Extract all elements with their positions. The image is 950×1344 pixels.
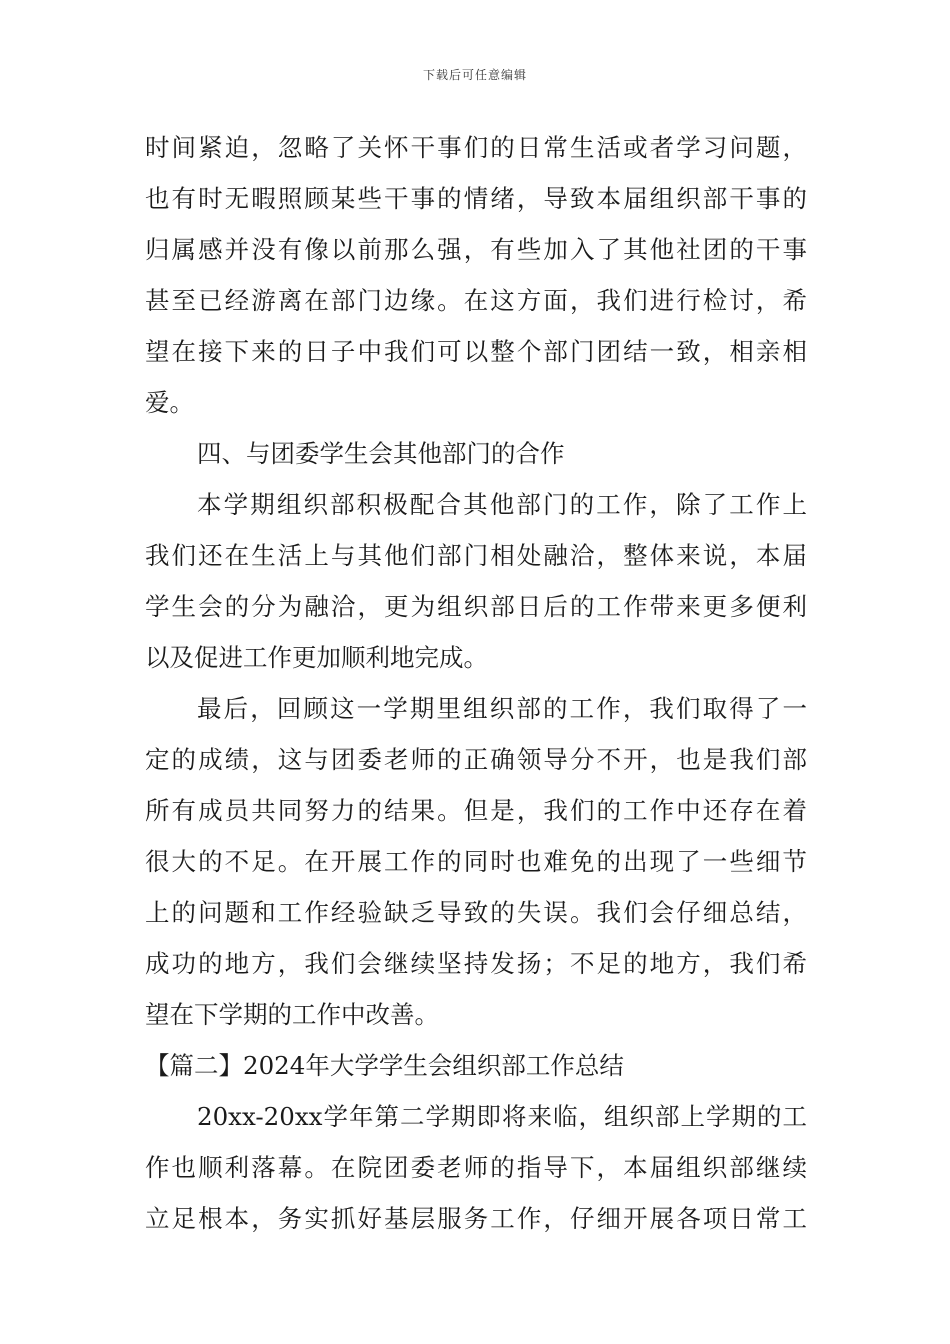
text-line: 爱。 bbox=[145, 388, 194, 417]
text-line: 甚至已经游离在部门边缘。在这方面，我们进行检讨，希 bbox=[145, 286, 807, 315]
document-body bbox=[145, 122, 807, 1244]
text-line: 很大的不足。在开展工作的同时也难免的出现了一些细节 bbox=[145, 847, 807, 876]
text-line: 望在下学期的工作中改善。 bbox=[145, 1000, 439, 1029]
text-line: 时间紧迫，忽略了关怀干事们的日常生活或者学习问题， bbox=[145, 133, 807, 162]
text-line: 所有成员共同努力的结果。但是，我们的工作中还存在着 bbox=[145, 796, 807, 825]
text-line: 20xx-20xx学年第二学期即将来临，组织部上学期的工 bbox=[197, 1102, 807, 1131]
text-line: 归属感并没有像以前那么强，有些加入了其他社团的干事 bbox=[145, 235, 807, 264]
text-line: 四、与团委学生会其他部门的合作 bbox=[197, 439, 565, 468]
text-line: 立足根本，务实抓好基层服务工作，仔细开展各项日常工 bbox=[145, 1204, 807, 1233]
page-header: 下载后可任意编辑 bbox=[422, 68, 527, 82]
text-line: 定的成绩，这与团委老师的正确领导分不开，也是我们部 bbox=[145, 745, 807, 774]
text-line: 【篇二】2024年大学学生会组织部工作总结 bbox=[145, 1051, 624, 1080]
text-line: 望在接下来的日子中我们可以整个部门团结一致，相亲相 bbox=[145, 337, 807, 366]
text-line: 也有时无暇照顾某些干事的情绪，导致本届组织部干事的 bbox=[145, 184, 807, 213]
text-line: 我们还在生活上与其他们部门相处融洽，整体来说，本届 bbox=[145, 541, 807, 570]
text-line: 以及促进工作更加顺利地完成。 bbox=[145, 643, 488, 672]
text-line: 学生会的分为融洽，更为组织部日后的工作带来更多便利 bbox=[145, 592, 807, 621]
text-line: 最后，回顾这一学期里组织部的工作，我们取得了一 bbox=[197, 694, 807, 723]
text-line: 作也顺利落幕。在院团委老师的指导下，本届组织部继续 bbox=[145, 1153, 807, 1182]
text-line: 成功的地方，我们会继续坚持发扬；不足的地方，我们希 bbox=[145, 949, 807, 978]
text-line: 本学期组织部积极配合其他部门的工作，除了工作上 bbox=[197, 490, 807, 519]
text-line: 上的问题和工作经验缺乏导致的失误。我们会仔细总结， bbox=[145, 898, 807, 927]
